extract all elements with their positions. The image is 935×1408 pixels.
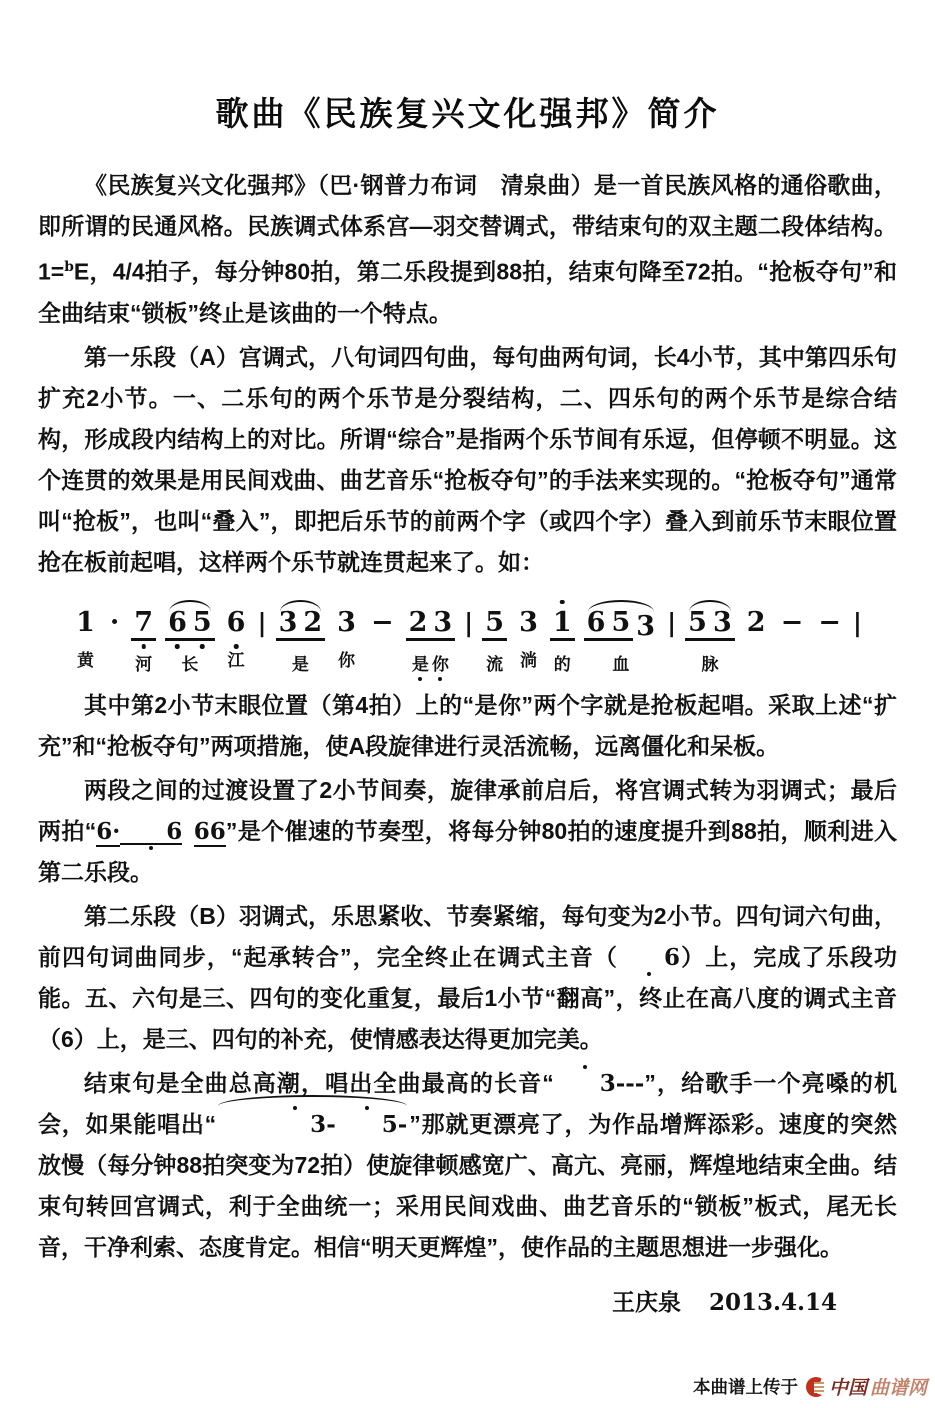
- lyric: [135, 655, 152, 675]
- text-segment: [182, 818, 194, 844]
- text-segment: -: [397, 1110, 408, 1138]
- note-row: [744, 597, 769, 646]
- note-row: [685, 597, 735, 650]
- note: 6: [168, 606, 187, 638]
- note: 5: [485, 606, 505, 638]
- paragraph: [38, 896, 897, 1060]
- text-segment: 第一乐段（A）宫调式，八句词四句曲，每句曲两句词，长4小节，其中第四乐句扩充2小节。一、二乐句的两个乐节是分裂结构，二、四乐句的两个乐节是综合结构，形成段内结构上的对比。所谓“综合”是指两个乐节间有乐逗，但停顿不明显。这个连贯的效果是用民间戏曲、曲艺音乐“抢板夺句”的手法来实现的。“抢板夺句”通常叫“抢板”，也叫“叠入”，即把后乐节的前两个字（或四个字）叠入到前乐节末眼位置抢在板前起唱，这样两个乐节就连贯起来了。如：: [38, 343, 897, 575]
- note-row: [131, 597, 156, 650]
- lyric-char: 是: [291, 654, 309, 674]
- text-segment: ”，给歌手一个亮嗓的机会，如果能唱出“: [38, 1069, 898, 1137]
- note: 3: [519, 606, 538, 638]
- text-segment: ）上，完成了乐段功能。五、六句是三、四句的变化重复，最后1小节“翻高”，终止在高八度的调式主音（6）上，是三、四句的补充，使情感表达得更加完美。: [38, 943, 898, 1052]
- note: 3: [278, 606, 298, 638]
- note: 6: [586, 606, 606, 638]
- paragraph: [38, 1063, 897, 1268]
- note-row: [406, 597, 456, 650]
- text-segment: 其中第2小节末眼位置（第4拍）上的“是你”两个字就是抢板起唱。采取上述“扩充”和“抢板夺句”两项措施，使A段旋律进行灵活流畅，远离僵化和呆板。: [38, 691, 897, 759]
- lyric-char: 黄: [76, 650, 94, 670]
- notation-group: [406, 597, 456, 675]
- notation-group: [482, 597, 507, 675]
- note-row: |: [667, 607, 677, 637]
- beam-underline: [131, 606, 156, 641]
- lyric: [412, 655, 449, 675]
- barline: [853, 597, 862, 651]
- text-segment: -: [326, 1110, 336, 1138]
- lyric-char: 淌: [519, 650, 537, 670]
- text-segment: 两段之间的过渡设置了2小节间奏，旋律承前启后，将宫调式转为羽调式；最后两拍“: [38, 776, 897, 844]
- lyric: [554, 655, 571, 675]
- notation-group: [131, 597, 156, 675]
- note-row: [334, 597, 359, 646]
- beam-underline: [550, 606, 575, 641]
- logo-staff-lines: [814, 1382, 824, 1393]
- notation-group: [334, 597, 359, 671]
- jianpu-notation-line: [38, 597, 897, 675]
- signature-line: [38, 1284, 897, 1317]
- note: 1: [76, 606, 95, 638]
- lyric: [338, 651, 355, 671]
- text-segment: ---: [615, 1069, 645, 1097]
- note-row: [550, 597, 575, 650]
- notation-group: [685, 597, 735, 675]
- lyric: [77, 651, 94, 671]
- text-segment: 6: [120, 820, 182, 845]
- site-name: [806, 1373, 927, 1400]
- note-row: [73, 597, 98, 646]
- text-segment: [216, 1104, 409, 1145]
- note: ·: [109, 606, 120, 638]
- text-segment: E，4/4拍子，每分钟80拍，第二乐段提到88拍，结束句降至72拍。“抢板夺句”和全曲结束“锁板”终止是该曲的一个特点。: [38, 258, 897, 326]
- lyric: [486, 655, 503, 675]
- lyric: [181, 655, 198, 675]
- notation-group: [744, 597, 769, 651]
- note: 7: [134, 606, 154, 638]
- note: 5: [688, 606, 707, 638]
- lyric-char: 长: [181, 654, 199, 674]
- text-segment: 6·: [96, 817, 121, 845]
- note-row: [165, 597, 215, 650]
- lyric-char: 你: [338, 650, 356, 670]
- notation-group: [368, 597, 397, 651]
- lyric: [701, 655, 718, 675]
- text-segment: 3: [264, 1113, 326, 1136]
- notation-group: [73, 597, 98, 671]
- site-name-primary: 中国: [828, 1378, 867, 1399]
- note: 3: [337, 606, 356, 638]
- notation-group: [516, 597, 541, 671]
- note: 3: [712, 606, 732, 638]
- note-row: [778, 597, 807, 646]
- lyric-char: 河: [135, 654, 153, 674]
- note-row: |: [464, 607, 474, 637]
- author-name: 王庆泉: [611, 1288, 681, 1315]
- lyric-char: 是: [411, 654, 429, 674]
- lyric-char: 流: [486, 654, 504, 674]
- document-body: [38, 165, 897, 1268]
- notation-group: [276, 597, 326, 675]
- beam-underline: [276, 606, 326, 641]
- lyric-char: 的: [553, 654, 571, 674]
- notation-group: [550, 597, 575, 675]
- lyric: [612, 655, 629, 675]
- note: 3: [433, 606, 453, 638]
- notation-group: [778, 597, 807, 651]
- barline: [464, 597, 473, 651]
- note: 5: [611, 606, 631, 638]
- site-watermark: [693, 1373, 927, 1400]
- site-name-secondary: 曲谱网: [869, 1378, 927, 1399]
- beam-underline: [406, 606, 456, 641]
- text-segment: 5: [336, 1113, 398, 1136]
- lyric: [292, 655, 309, 675]
- beam-underline: [584, 606, 634, 641]
- lyric-char: 你: [431, 654, 449, 674]
- lyric: [520, 651, 537, 671]
- note-row: [482, 597, 507, 650]
- note: −: [818, 606, 841, 638]
- lyric-char: 脉: [701, 654, 719, 674]
- notation-group: [107, 597, 122, 651]
- notation-group: [165, 597, 215, 675]
- note-row: [107, 597, 122, 646]
- paragraph: [38, 165, 897, 334]
- lyric: [228, 651, 245, 671]
- note-row: [815, 597, 844, 646]
- qupu-site-logo-icon: [806, 1377, 826, 1397]
- paragraph: [38, 337, 897, 583]
- text-segment: 3: [554, 1072, 616, 1095]
- lyric-char: 血: [612, 654, 630, 674]
- note-row: [224, 597, 249, 646]
- note: −: [780, 606, 804, 638]
- page-title: 歌曲《民族复兴文化强邦》简介: [215, 95, 720, 132]
- barline: [667, 597, 676, 651]
- text-segment: ”那就更漂亮了，为作品增辉添彩。速度的突然放慢（每分钟88拍突变为72拍）使旋律顿感宽广、高亢、亮丽，辉煌地结束全曲。结束句转回宫调式，利于全曲统一；采用民间戏曲、曲艺音乐的“锁板”板式，尾无长音，干净利索、态度肯定。相信“明天更辉煌”，使作品的主题思想进一步强化。: [38, 1110, 898, 1260]
- text-segment: b: [64, 259, 74, 275]
- document-page: [0, 88, 935, 1317]
- note-row: |: [852, 607, 862, 637]
- beam-underline: [165, 606, 215, 641]
- note: 2: [303, 606, 323, 638]
- text-segment: 第二乐段（B）羽调式，乐思紧收、节奏紧缩，每句变为2小节。四句词六句曲，前四句词曲同步，“起承转合”，完全终止在调式主音（: [38, 902, 897, 970]
- signature-date: 2013.4.14: [708, 1288, 837, 1316]
- watermark-prefix: 本曲谱上传于: [692, 1377, 798, 1397]
- text-segment: 66: [193, 817, 226, 845]
- note: 2: [408, 606, 428, 638]
- notation-group: [815, 597, 844, 651]
- note-row: [368, 597, 397, 646]
- note-row: |: [257, 607, 267, 637]
- note: 6: [226, 606, 246, 638]
- text-segment: 6: [618, 946, 680, 969]
- barline: [257, 597, 266, 651]
- lyric-char: 江: [227, 650, 245, 670]
- text-segment: 结束句是全曲总高潮，唱出全曲最高的长音“: [84, 1069, 554, 1096]
- notation-group: [224, 597, 249, 671]
- paragraph: [38, 770, 897, 893]
- beam-underline: [685, 606, 735, 641]
- note: 2: [746, 606, 766, 638]
- note: 1: [552, 606, 572, 638]
- note: 3: [636, 610, 656, 642]
- note: −: [370, 606, 394, 638]
- text-segment: ”是个催速的节奏型，将每分钟80拍的速度提升到88拍，顺利进入第二乐段。: [38, 817, 898, 885]
- text-segment: 《民族复兴文化强邦》（巴·钢普力布词 清泉曲）是一首民族风格的通俗歌曲，即所谓的民通风格。民族调式体系宫—羽交替调式，带结束句的双主题二段体结构。1=: [38, 172, 897, 285]
- notation-group: [584, 597, 658, 675]
- note-row: [516, 597, 541, 646]
- beam-underline: [482, 606, 507, 641]
- note-row: [584, 597, 658, 650]
- paragraph: [38, 685, 897, 767]
- note-row: [276, 597, 326, 650]
- note: 5: [192, 606, 212, 638]
